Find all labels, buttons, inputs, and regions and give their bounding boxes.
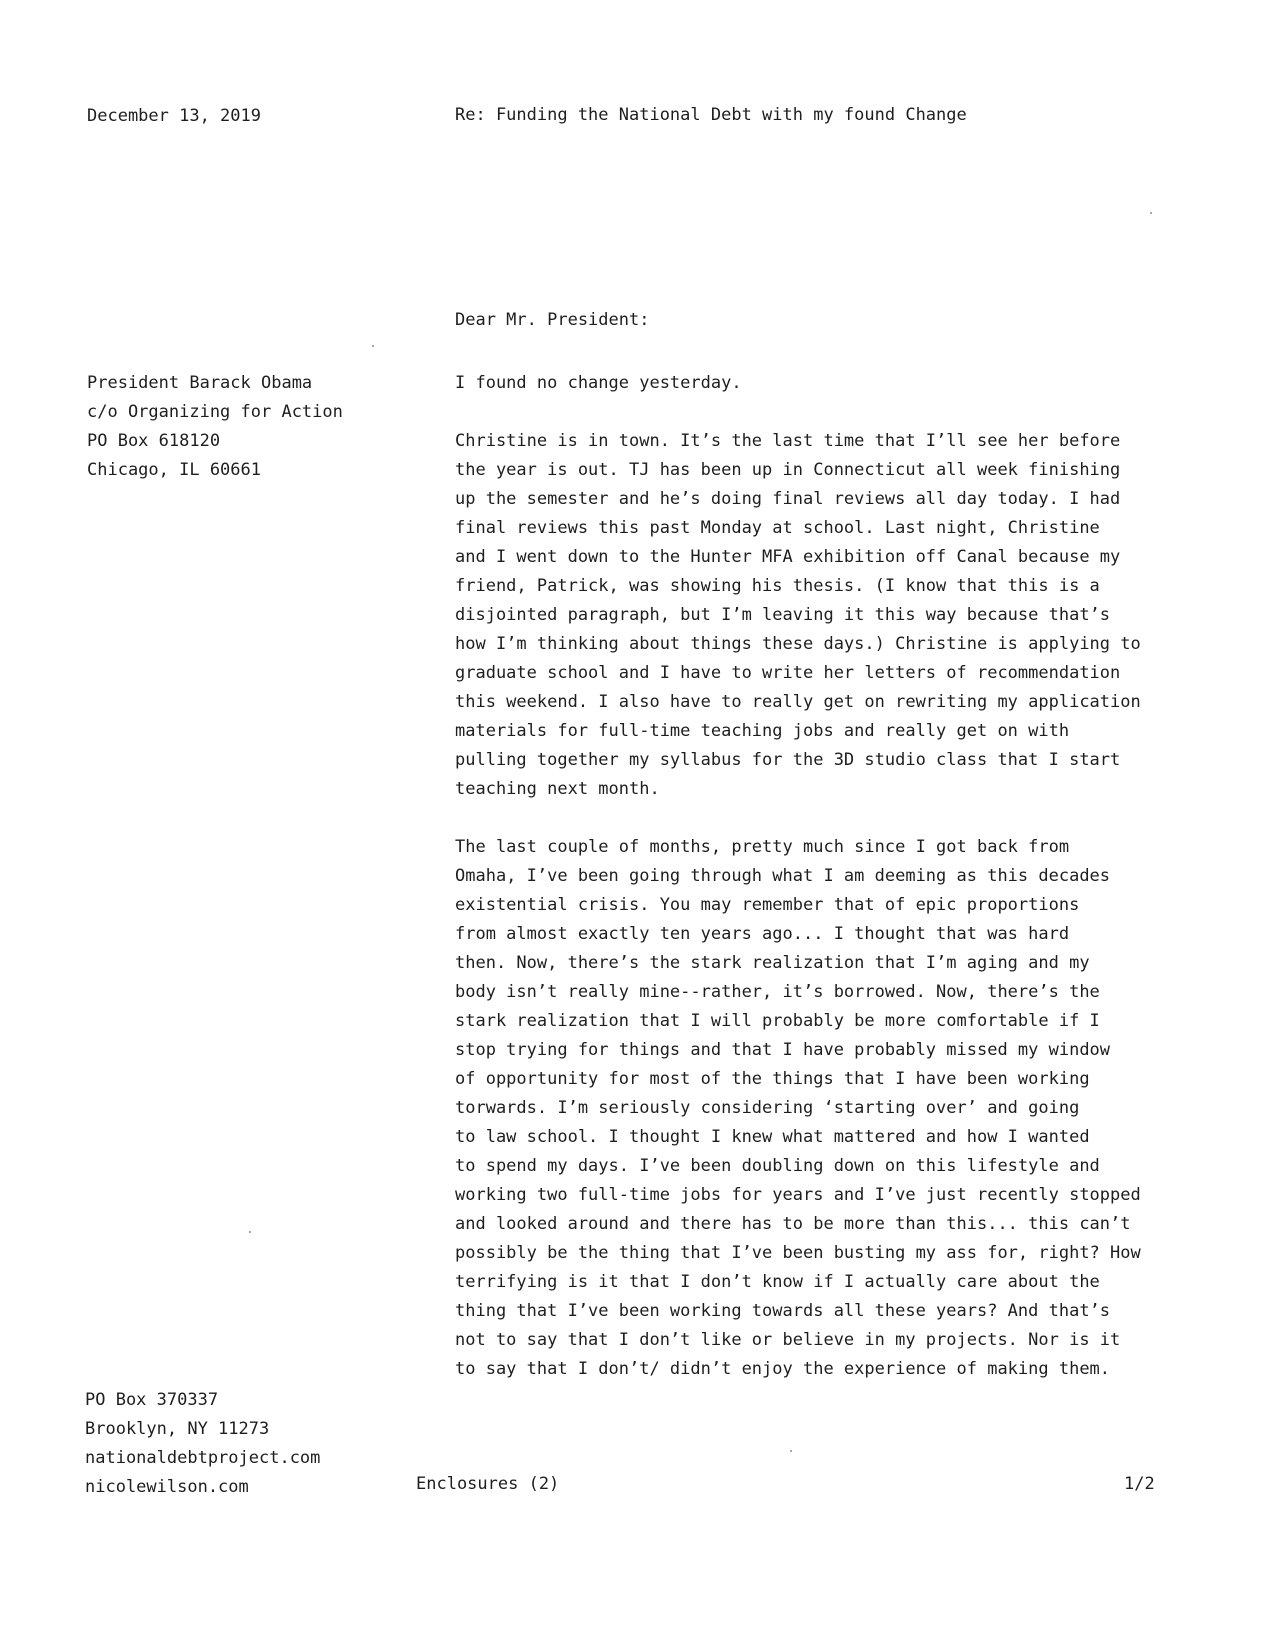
body-line: Christine is in town. It’s the last time that I’ll see her before [455,431,1121,451]
body-line: Omaha, I’ve been going through what I am deeming as this decades [455,866,1111,886]
body-line: teaching next month. [455,779,660,799]
salutation: Dear Mr. President: [455,310,650,330]
body-line: thing that I’ve been working towards all these years? And that’s [455,1301,1111,1321]
body-line: the year is out. TJ has been up in Connecticut all week finishing [455,460,1121,480]
body-line: existential crisis. You may remember that of epic proportions [455,895,1080,915]
sender-address [85,1386,320,1502]
body-line: disjointed paragraph, but I’m leaving it this way because that’s [455,605,1111,625]
body-line: to law school. I thought I knew what mattered and how I wanted [455,1127,1090,1147]
body-line: materials for full-time teaching jobs and really get on with [455,721,1070,741]
recipient-address [87,369,343,485]
body-line: to spend my days. I’ve been doubling down on this lifestyle and [455,1156,1100,1176]
body-line: and looked around and there has to be more than this... this can’t [455,1214,1131,1234]
body-line: and I went down to the Hunter MFA exhibition off Canal because my [455,547,1121,567]
recipient-organization: c/o Organizing for Action [87,402,343,422]
sender-city: Brooklyn, NY 11273 [85,1419,270,1439]
page-number: 1/2 [1124,1474,1155,1494]
body-line: up the semester and he’s doing final reviews all day today. I had [455,489,1121,509]
scan-speck [249,1231,251,1233]
paragraph-2 [455,427,1175,804]
body-line: stop trying for things and that I have probably missed my window [455,1040,1111,1060]
body-line: I found no change yesterday. [455,373,742,393]
body-line: then. Now, there’s the stark realization that I’m aging and my [455,953,1090,973]
recipient-city: Chicago, IL 60661 [87,460,261,480]
body-line: stark realization that I will probably be more comfortable if I [455,1011,1100,1031]
sender-website-project: nationaldebtproject.com [85,1448,321,1468]
body-line: terrifying is it that I don’t know if I actually care about the [455,1272,1100,1292]
scan-speck [1150,212,1152,214]
body-line: of opportunity for most of the things that I have been working [455,1069,1090,1089]
sender-po-box: PO Box 370337 [85,1390,219,1410]
body-line: The last couple of months, pretty much since I got back from [455,837,1070,857]
paragraph-3 [455,833,1175,1384]
body-line: to say that I don’t/ didn’t enjoy the experience of making them. [455,1359,1111,1379]
body-line: pulling together my syllabus for the 3D studio class that I start [455,750,1121,770]
body-line: final reviews this past Monday at school. Last night, Christine [455,518,1100,538]
body-line: graduate school and I have to write her letters of recommendation [455,663,1121,683]
subject-line: Re: Funding the National Debt with my found Change [455,105,967,125]
letter-body [455,369,1175,1413]
enclosures-note: Enclosures (2) [416,1474,560,1494]
recipient-po-box: PO Box 618120 [87,431,221,451]
body-line: not to say that I don’t like or believe in my projects. Nor is it [455,1330,1121,1350]
body-line: this weekend. I also have to really get on rewriting my application [455,692,1141,712]
letter-date: December 13, 2019 [87,106,261,126]
body-line: from almost exactly ten years ago... I thought that was hard [455,924,1070,944]
body-line: working two full-time jobs for years and I’ve just recently stopped [455,1185,1141,1205]
paragraph-1 [455,369,1175,398]
recipient-name: President Barack Obama [87,373,313,393]
body-line: body isn’t really mine--rather, it’s borrowed. Now, there’s the [455,982,1100,1002]
body-line: torwards. I’m seriously considering ‘starting over’ and going [455,1098,1080,1118]
body-line: friend, Patrick, was showing his thesis. (I know that this is a [455,576,1100,596]
body-line: how I’m thinking about things these days.) Christine is applying to [455,634,1141,654]
scan-speck [372,345,374,347]
sender-website-personal: nicolewilson.com [85,1477,249,1497]
scan-speck [790,1450,792,1452]
body-line: possibly be the thing that I’ve been busting my ass for, right? How [455,1243,1141,1263]
